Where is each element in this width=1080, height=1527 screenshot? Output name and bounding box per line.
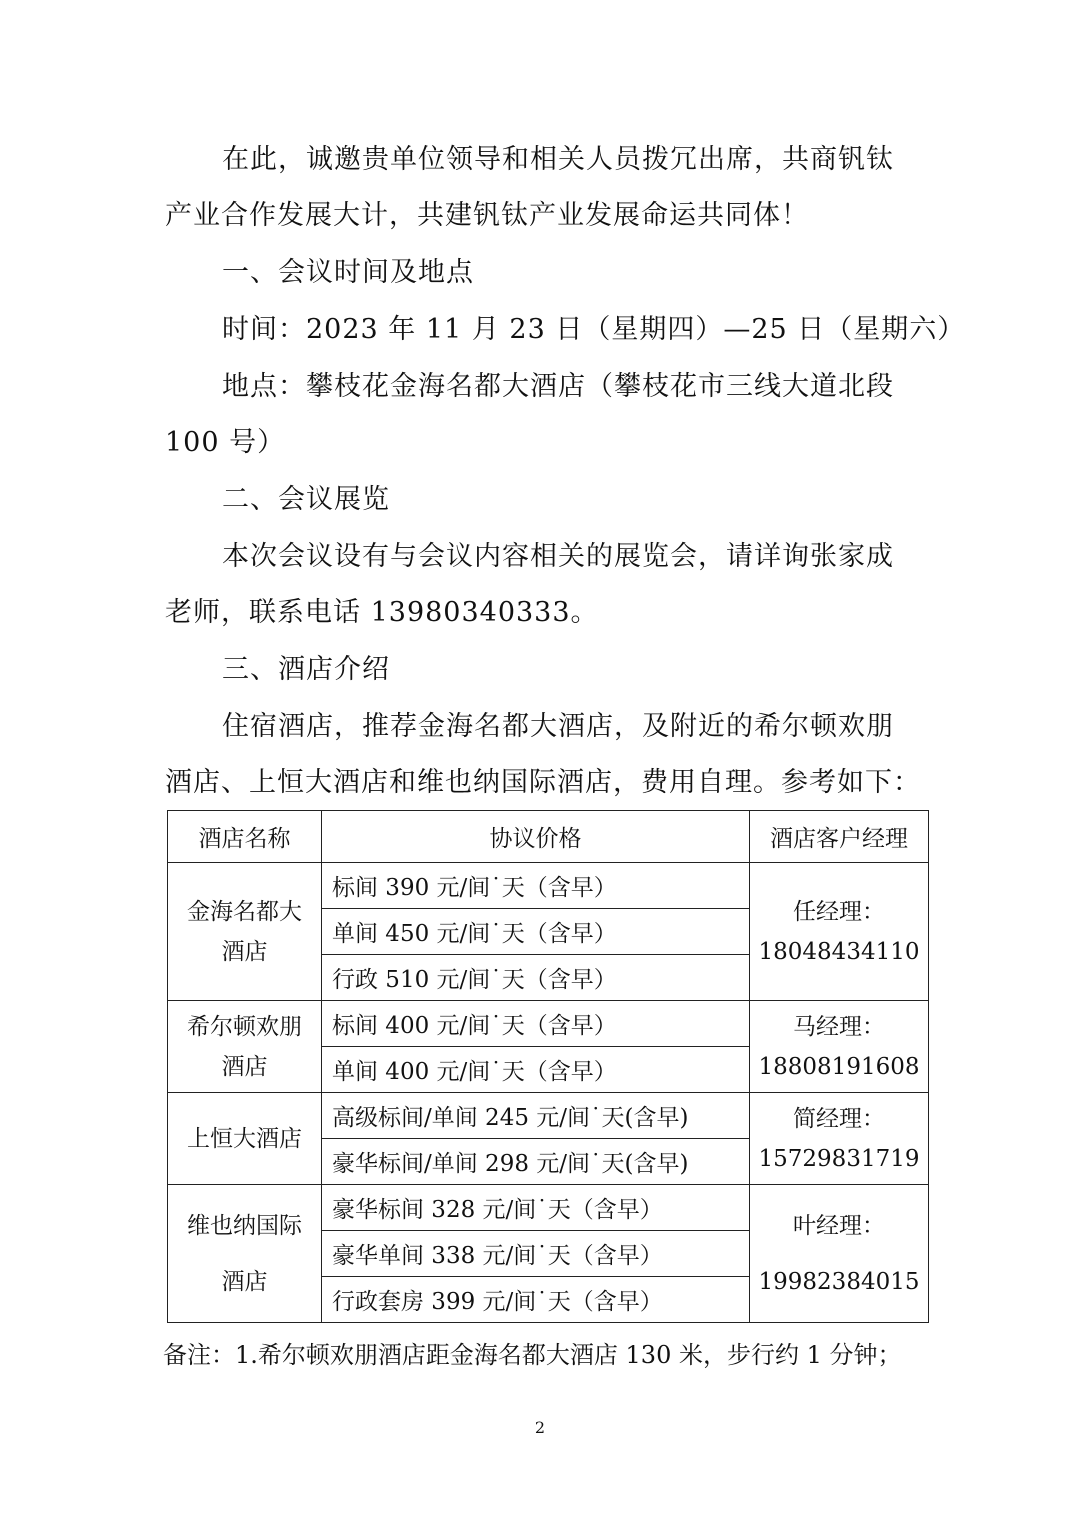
hotel-name-line-2: 酒店 [221, 938, 268, 965]
meeting-place-line-1: 地点：攀枝花金海名都大酒店（攀枝花市三线大道北段 [222, 371, 894, 402]
hotel-name-cell [168, 1093, 322, 1185]
hotel-name-line-1: 金海名都大 [187, 898, 302, 925]
price-cell: 单间 450 元/间˙天（含早） [322, 909, 750, 955]
hotel-name-line-1: 维也纳国际 [187, 1212, 302, 1239]
page-number: 2 [534, 1418, 546, 1437]
meeting-place-line-2: 100 号） [165, 427, 286, 458]
price-cell: 行政 510 元/间˙天（含早） [322, 955, 750, 1001]
hotel-intro-line-2: 酒店、上恒大酒店和维也纳国际酒店，费用自理。参考如下： [165, 767, 921, 798]
hotel-name-line-2: 酒店 [221, 1268, 268, 1295]
invitation-paragraph-line-2: 产业合作发展大计，共建钒钛产业发展命运共同体！ [165, 200, 809, 231]
table-row [168, 1185, 929, 1231]
invitation-paragraph-line-1: 在此，诚邀贵单位领导和相关人员拨冗出席，共商钒钛 [222, 144, 894, 175]
price-cell: 豪华标间 328 元/间˙天（含早） [322, 1185, 750, 1231]
meeting-time: 时间：2023 年 11 月 23 日（星期四）—25 日（星期六） [222, 314, 966, 345]
remark-note: 备注：1.希尔顿欢朋酒店距金海名都大酒店 130 米，步行约 1 分钟； [163, 1341, 902, 1369]
price-cell: 标间 400 元/间˙天（含早） [322, 1001, 750, 1047]
section-heading-time-place: 一、会议时间及地点 [222, 257, 474, 288]
header-hotel-name: 酒店名称 [168, 811, 322, 863]
hotel-name-cell [168, 1185, 322, 1323]
hotel-name-cell [168, 1001, 322, 1093]
hotel-table [167, 810, 929, 1323]
manager-cell [750, 863, 929, 1001]
hotel-name-cell [168, 863, 322, 1001]
price-cell: 豪华单间 338 元/间˙天（含早） [322, 1231, 750, 1277]
price-cell: 标间 390 元/间˙天（含早） [322, 863, 750, 909]
section-heading-exhibition: 二、会议展览 [222, 484, 390, 515]
manager-phone: 18808191608 [758, 1053, 920, 1080]
price-cell: 行政套房 399 元/间˙天（含早） [322, 1277, 750, 1323]
manager-cell [750, 1093, 929, 1185]
exhibition-line-2: 老师，联系电话 13980340333。 [165, 597, 599, 628]
price-cell: 豪华标间/单间 298 元/间˙天(含早) [322, 1139, 750, 1185]
manager-name: 任经理： [793, 898, 885, 925]
price-cell: 高级标间/单间 245 元/间˙天(含早) [322, 1093, 750, 1139]
hotel-intro-line-1: 住宿酒店，推荐金海名都大酒店，及附近的希尔顿欢朋 [222, 711, 894, 742]
manager-cell [750, 1001, 929, 1093]
exhibition-line-1: 本次会议设有与会议内容相关的展览会，请详询张家成 [222, 541, 894, 572]
section-heading-hotels: 三、酒店介绍 [222, 654, 390, 685]
manager-cell [750, 1185, 929, 1323]
manager-phone: 19982384015 [758, 1268, 920, 1295]
price-cell: 单间 400 元/间˙天（含早） [322, 1047, 750, 1093]
hotel-name-line-2: 酒店 [221, 1053, 268, 1080]
manager-name: 叶经理： [793, 1212, 885, 1239]
header-price: 协议价格 [322, 811, 750, 863]
hotel-name-line-1: 希尔顿欢朋 [187, 1013, 302, 1040]
table-header-row [168, 811, 929, 863]
manager-name: 马经理： [793, 1013, 885, 1040]
manager-name: 简经理： [793, 1105, 885, 1132]
table-row [168, 863, 929, 909]
table-row [168, 1093, 929, 1139]
table-row [168, 1001, 929, 1047]
hotel-name-line-1: 上恒大酒店 [187, 1125, 302, 1152]
manager-phone: 15729831719 [758, 1145, 920, 1172]
manager-phone: 18048434110 [758, 938, 920, 965]
header-manager: 酒店客户经理 [750, 811, 929, 863]
